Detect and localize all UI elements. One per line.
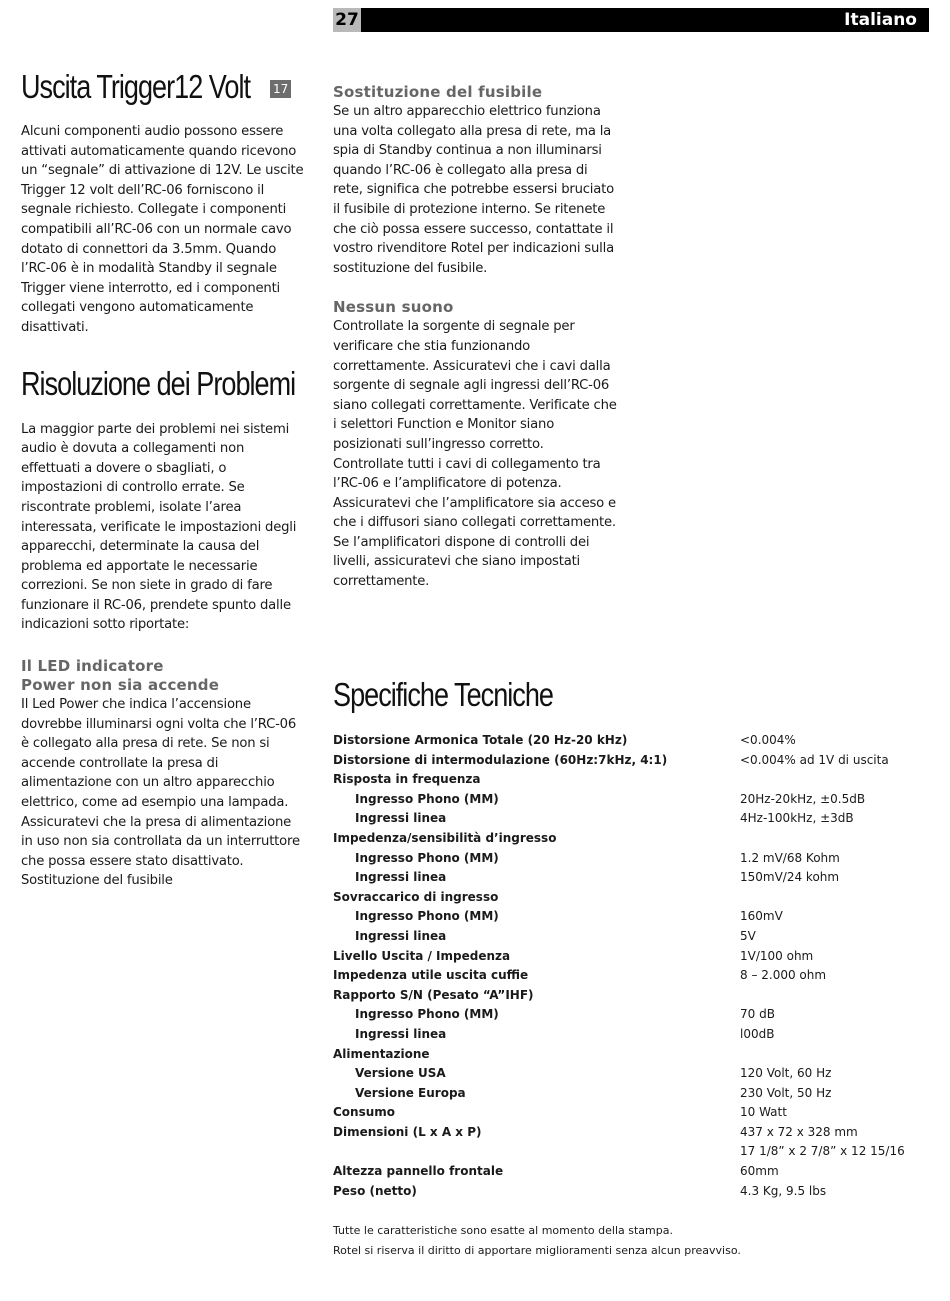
spec-label: Consumo (333, 1105, 396, 1120)
spec-row (333, 1162, 905, 1182)
spec-row (333, 1084, 905, 1104)
spec-label: Rapporto S/N (Pesato “A”IHF) (333, 987, 534, 1002)
spec-row (333, 751, 905, 771)
spec-label: Ingresso Phono (MM) (355, 909, 499, 924)
spec-label: Ingressi linea (355, 870, 447, 885)
spec-value (740, 888, 905, 908)
spec-value (740, 1045, 905, 1065)
led-section (21, 657, 306, 891)
spec-row (333, 1182, 905, 1202)
spec-value: 10 Watt (740, 1105, 787, 1120)
trigger-paragraph: Alcuni componenti audio possono essere attivati automaticamente quando ricevono un “segnale” di attivazione di 12V. Le uscite Trigger 12 volt dell’RC-06 forniscono il segnale richiesto. Collegate i componenti compatibili all’RC-06 con un normale cavo dotato di connettori da 3.5mm. Quando l’RC-06 è in modalità Standby il segnale Trigger viene interrotto, ed i componenti collegati vengono automaticamente disattivati. (21, 124, 304, 335)
spec-label: Ingressi linea (355, 928, 447, 943)
spec-row (333, 966, 905, 986)
spec-row (333, 986, 905, 1006)
spec-value (740, 770, 905, 790)
trigger-title: Uscita Trigger12 Volt (21, 68, 251, 105)
spec-row (333, 868, 905, 888)
spec-value: 150mV/24 kohm (740, 870, 840, 885)
spec-label: Distorsione Armonica Totale (20 Hz-20 kHz) (333, 733, 628, 747)
spec-row (333, 907, 905, 927)
trigger-title-row (21, 68, 306, 110)
page-number: 27 (333, 8, 361, 32)
spec-value: 4Hz-100kHz, ±3dB (740, 811, 854, 826)
section-number-badge: 17 (270, 80, 291, 98)
spec-value (740, 829, 905, 849)
spec-value: 120 Volt, 60 Hz (740, 1066, 832, 1081)
spec-label: Dimensioni (L x A x P) (333, 1124, 482, 1139)
left-column (21, 68, 306, 891)
spec-row (333, 1142, 905, 1162)
fuse-heading: Sostituzione del fusibile (333, 83, 543, 101)
right-column (333, 83, 618, 592)
spec-value: 70 dB (740, 1007, 775, 1022)
spec-value: <0.004% (740, 733, 796, 747)
spec-label: Livello Uscita / Impedenza (333, 948, 511, 963)
fuse-paragraph: Se un altro apparecchio elettrico funziona una volta collegato alla presa di rete, ma la spia di Standby continua a non illuminarsi quando l’RC-06 è collegato alla presa di rete, significa che potrebbe essersi bruciato il fusibile di protezione interno. Se ritenete che ciò possa essere successo, contattate il vostro rivenditore Rotel per indicazioni sulla sostituzione del fusibile. (333, 104, 614, 276)
spec-label: Altezza pannello frontale (333, 1164, 504, 1179)
spec-value: 1V/100 ohm (740, 948, 814, 963)
spec-label: Versione Europa (355, 1085, 466, 1100)
page-header (333, 8, 929, 32)
spec-value: 1.2 mV/68 Kohm (740, 850, 840, 865)
spec-label: Distorsione di intermodulazione (60Hz:7kHz, 4:1) (333, 752, 668, 767)
led-paragraph-last: Sostituzione del fusibile (21, 873, 173, 889)
no-sound-paragraph: Controllate la sorgente di segnale per verificare che stia funzionando correttamente. Assicuratevi che i cavi dalla sorgente di segnale agli ingressi dell’RC-06 siano collegati correttamente. Verificate che i selettori Function e Monitor siano posizionati sull’ingresso corretto. Controllate tutti i cavi di collegamento tra l’RC-06 e l’amplificatore di potenza. Assicuratevi che l’amplificatore sia acceso e che i diffusori siano collegati correttamente. Se l’amplificatori dispone di controlli dei livelli, assicuratevi che siano impostati correttamente. (333, 319, 617, 590)
spec-value: 4.3 Kg, 9.5 lbs (740, 1183, 827, 1198)
spec-value: 8 – 2.000 ohm (740, 968, 827, 983)
spec-label: Impedenza/sensibilità d’ingresso (333, 830, 557, 845)
spec-value: <0.004% ad 1V di uscita (740, 752, 889, 767)
specs-title: Specifiche Tecniche (333, 676, 553, 713)
spec-label: Peso (netto) (333, 1183, 417, 1198)
spec-label: Ingresso Phono (MM) (355, 791, 499, 806)
no-sound-heading: Nessun suono (333, 298, 454, 317)
spec-row (333, 927, 905, 947)
spec-row (333, 1045, 905, 1065)
spec-label: Impedenza utile uscita cuffie (333, 968, 529, 983)
spec-value: 160mV (740, 909, 783, 924)
specs-table (333, 731, 905, 1201)
spec-row (333, 1123, 905, 1143)
spec-row (333, 829, 905, 849)
spec-label: Ingressi linea (355, 1026, 447, 1041)
spec-value: 437 x 72 x 328 mm (740, 1124, 858, 1139)
spec-row (333, 809, 905, 829)
led-heading-1: Il LED indicatore (21, 657, 164, 676)
spec-label: Ingresso Phono (MM) (355, 1007, 499, 1022)
spec-value (740, 986, 905, 1006)
footnote-accuracy: Tutte le caratteristiche sono esatte al momento della stampa. (333, 1224, 673, 1238)
spec-row (333, 1025, 905, 1045)
spec-row (333, 790, 905, 810)
led-paragraph: Il Led Power che indica l’accensione dovrebbe illuminarsi ogni volta che l’RC-06 è collegato alla presa di rete. Se non si accende controllate la presa di alimentazione con un altro apparecchio elettrico, come ad esempio una lampada. Assicuratevi che la presa di alimentazione in uso non sia controllata da un interruttore che possa essere stato disattivato. (21, 697, 300, 869)
spec-value: 20Hz-20kHz, ±0.5dB (740, 791, 866, 806)
spec-value: 5V (740, 928, 756, 943)
led-heading-2: Power non sia accende (21, 676, 220, 695)
spec-row (333, 888, 905, 908)
spec-value: 60mm (740, 1164, 779, 1179)
spec-label: Ingressi linea (355, 811, 447, 826)
troubleshoot-paragraph: La maggior parte dei problemi nei sistemi audio è dovuta a collegamenti non effettuati a dovere o sbagliati, o impostazioni di controllo errate. Se riscontrate problemi, isolate l’area interessata, verificate le impostazioni degli apparecchi, determinate la causa del problema ed apportate le necessarie correzioni. Se non siete in grado di fare funzionare il RC-06, prendete spunto dalle indicazioni sotto riportate: (21, 421, 297, 633)
spec-value: 17 1/8” x 2 7/8” x 12 15/16 (740, 1144, 905, 1159)
spec-row (333, 1005, 905, 1025)
spec-row (333, 1064, 905, 1084)
footnote-rights: Rotel si riserva il diritto di apportare miglioramenti senza alcun preavviso. (333, 1243, 741, 1257)
language-label: Italiano (844, 10, 917, 30)
spec-row (333, 1103, 905, 1123)
spec-value: 230 Volt, 50 Hz (740, 1085, 832, 1100)
spec-label: Versione USA (355, 1066, 446, 1081)
spec-row (333, 849, 905, 869)
spec-row (333, 947, 905, 967)
spec-label: Risposta in frequenza (333, 772, 481, 787)
spec-label: Sovraccarico di ingresso (333, 889, 499, 904)
spec-label (333, 1142, 740, 1162)
spec-label: Ingresso Phono (MM) (355, 850, 499, 865)
specs-section (333, 673, 933, 1260)
spec-row (333, 731, 905, 751)
spec-value: l00dB (740, 1026, 775, 1041)
troubleshoot-title: Risoluzione dei Problemi (21, 364, 296, 402)
spec-row (333, 770, 905, 790)
spec-label: Alimentazione (333, 1046, 430, 1061)
